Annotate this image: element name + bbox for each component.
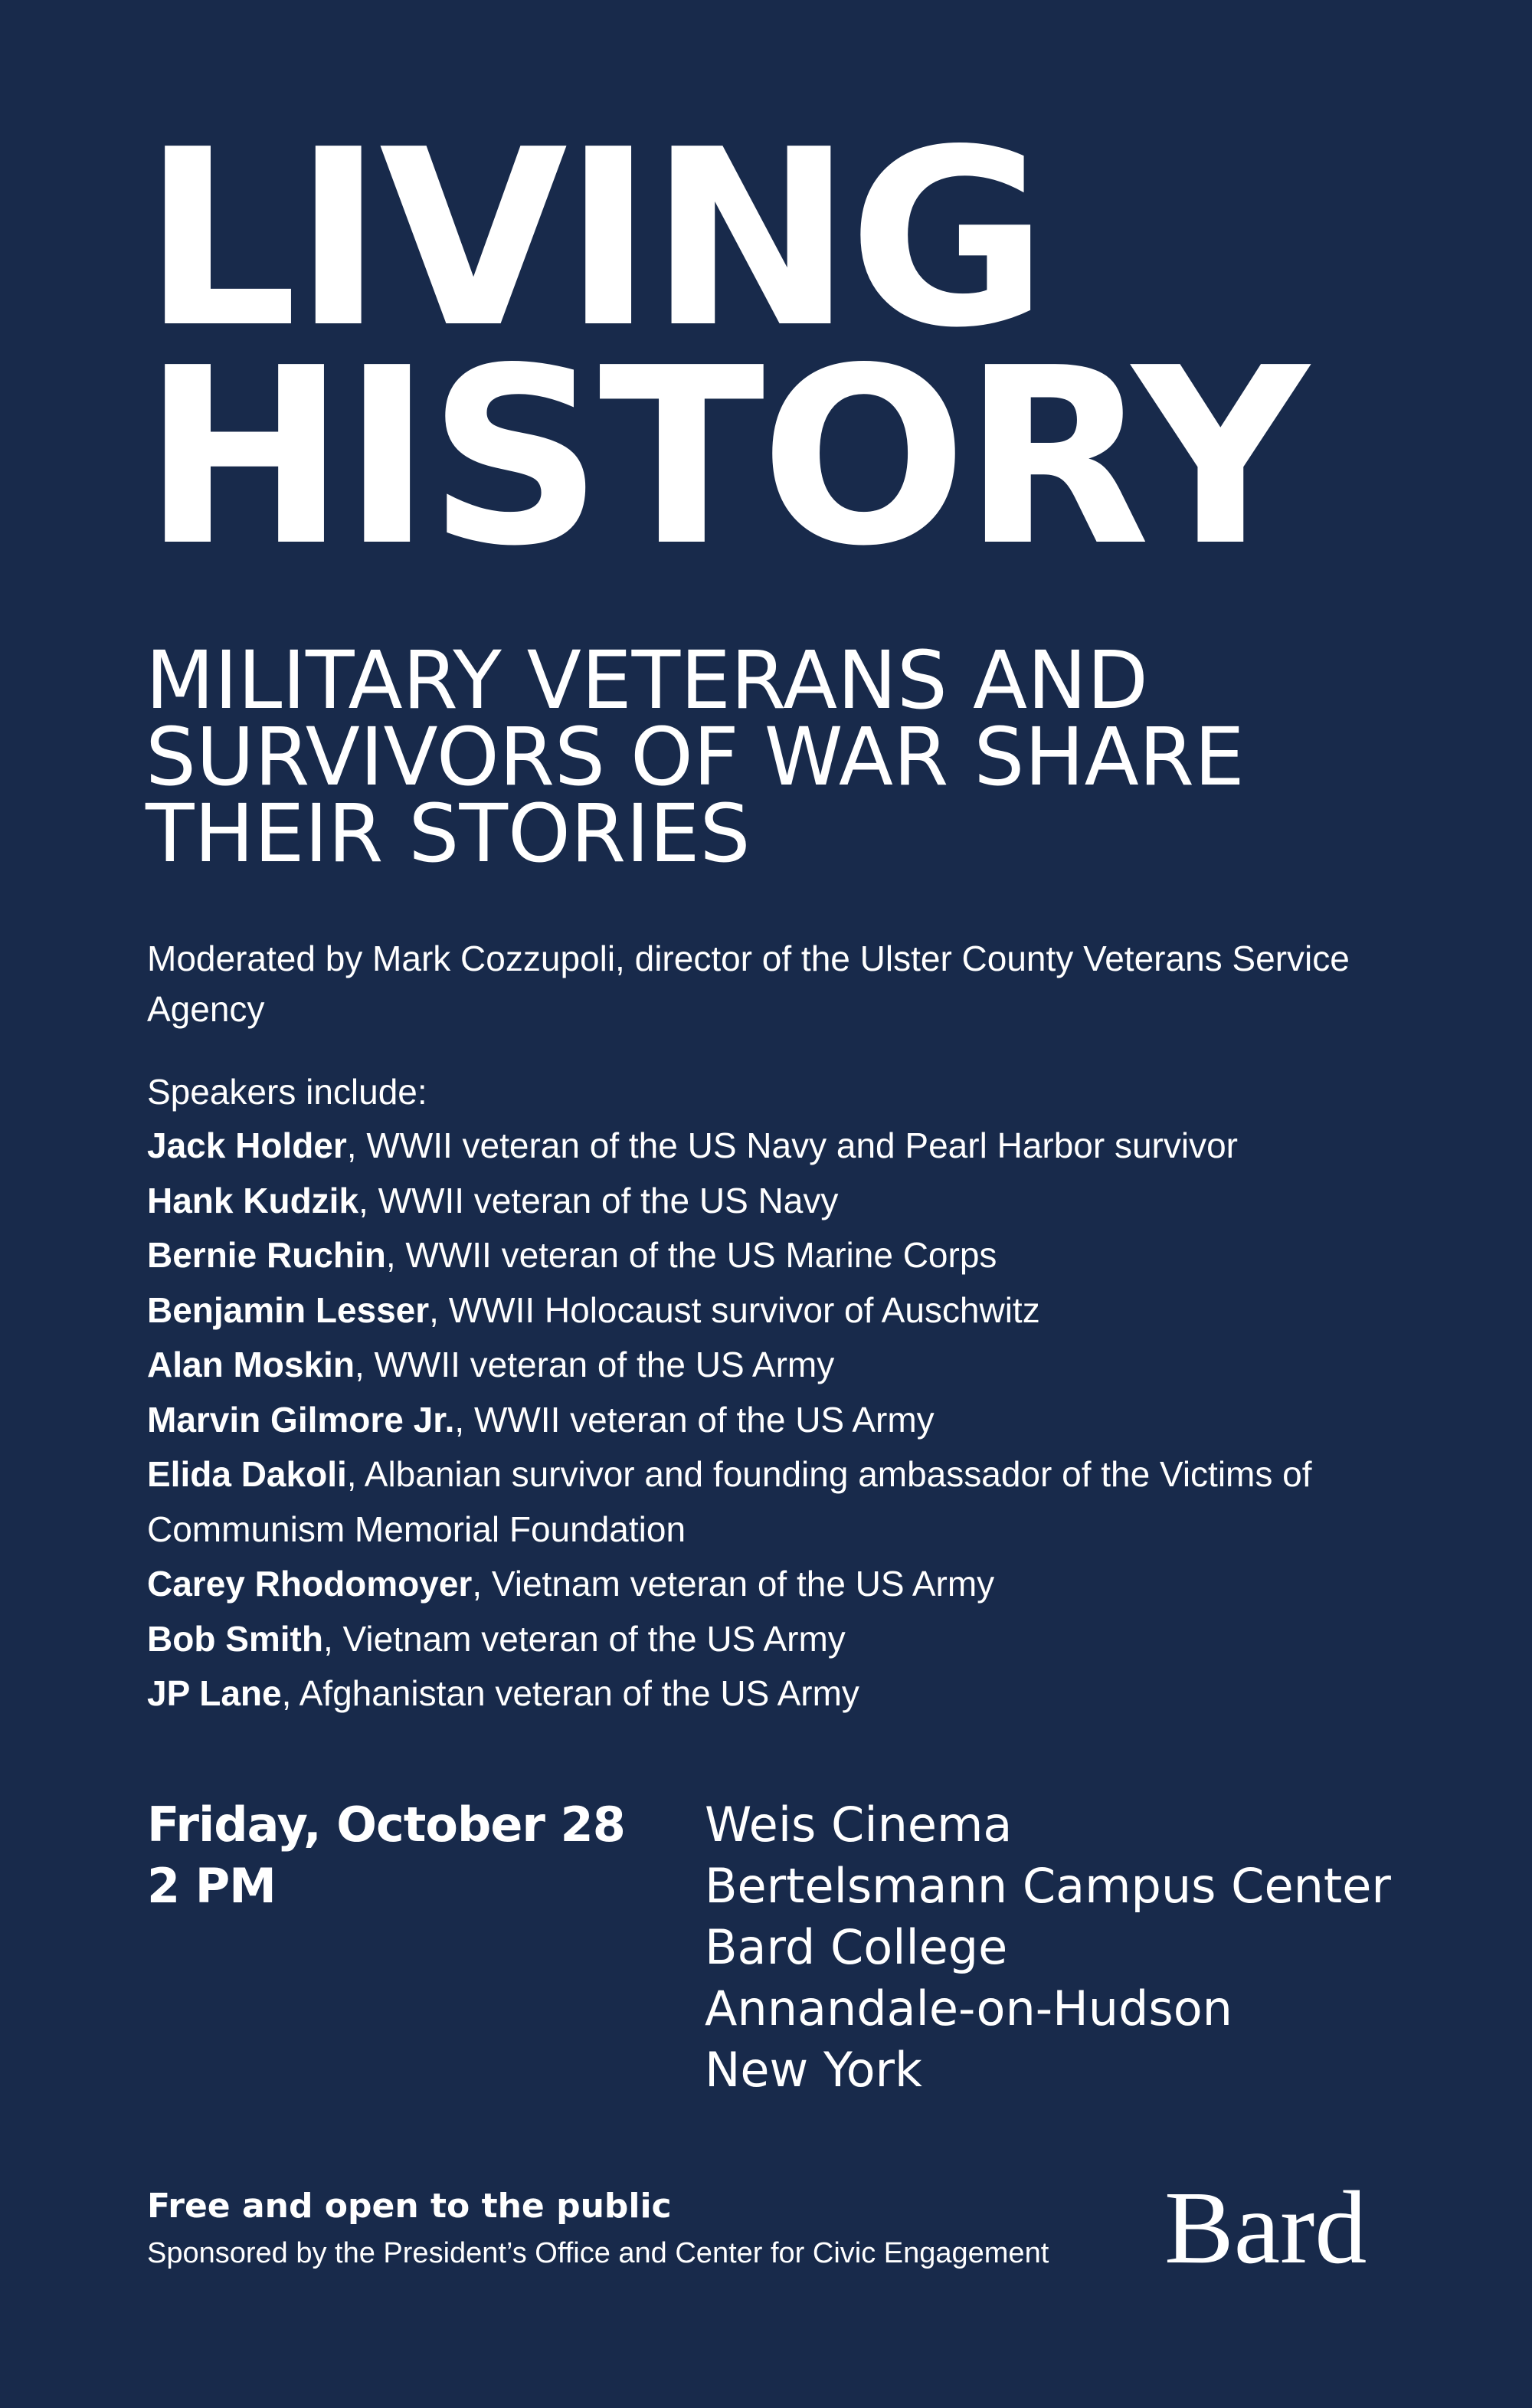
speaker-description: , WWII veteran of the US Marine Corps <box>385 1235 997 1275</box>
event-subtitle <box>146 634 1448 880</box>
speaker-item <box>147 1557 1403 1612</box>
moderator-text: Moderated by Mark Cozzupoli, director of the Ulster County Veterans Service Agency <box>147 939 1350 1029</box>
speaker-name: Elida Dakoli <box>147 1454 347 1494</box>
subtitle-line-3: THEIR STORIES <box>146 787 751 880</box>
venue-line-2: Bertelsmann Campus Center <box>705 1858 1391 1914</box>
speakers-list <box>147 1119 1403 1722</box>
speaker-name: Alan Moskin <box>147 1345 355 1384</box>
venue-line-3: Bard College <box>705 1919 1008 1975</box>
event-datetime <box>147 1794 625 1917</box>
speaker-description: , WWII veteran of the US Army <box>454 1399 935 1440</box>
speaker-item <box>147 1393 1403 1448</box>
sponsor-note: Sponsored by the President’s Office and Center for Civic Engagement <box>147 2237 1049 2269</box>
title-line-1: LIVING <box>142 97 1044 381</box>
speaker-description: , Albanian survivor and founding ambassador of the Victims of Communism Memorial Foundation <box>147 1454 1312 1549</box>
speaker-name: Bob Smith <box>147 1618 323 1659</box>
free-admission-note: Free and open to the public <box>147 2187 672 2226</box>
speaker-name: Benjamin Lesser <box>147 1289 430 1330</box>
speaker-name: Bernie Ruchin <box>147 1235 386 1275</box>
venue-line-1: Weis Cinema <box>705 1797 1013 1853</box>
speaker-name: Hank Kudzik <box>147 1180 359 1220</box>
venue-line-5: New York <box>705 2042 922 2098</box>
speakers-heading: Speakers include: <box>147 1072 427 1112</box>
speaker-item <box>147 1283 1403 1338</box>
speaker-description: , WWII veteran of the US Navy and Pearl Harbor survivor <box>346 1125 1238 1165</box>
speaker-name: Jack Holder <box>147 1125 347 1165</box>
speaker-description: , WWII veteran of the US Navy <box>358 1180 839 1220</box>
speaker-description: , Afghanistan veteran of the US Army <box>281 1673 859 1713</box>
event-time: 2 PM <box>147 1858 276 1914</box>
bard-logo: Bard <box>1164 2170 1367 2285</box>
title-line-2: HISTORY <box>142 316 1304 599</box>
speaker-description: , WWII veteran of the US Army <box>354 1345 835 1384</box>
speaker-item <box>147 1612 1403 1667</box>
speaker-item <box>147 1338 1403 1393</box>
event-venue <box>705 1794 1391 2101</box>
speaker-description: , WWII Holocaust survivor of Auschwitz <box>429 1289 1040 1330</box>
subtitle-line-2: SURVIVORS OF WAR SHARE <box>146 710 1245 804</box>
venue-line-4: Annandale-on-Hudson <box>705 1980 1232 2036</box>
speaker-description: , Vietnam veteran of the US Army <box>322 1618 846 1659</box>
speaker-item <box>147 1447 1403 1557</box>
speaker-item <box>147 1228 1403 1283</box>
speaker-item <box>147 1666 1403 1722</box>
subtitle-line-1: MILITARY VETERANS AND <box>146 634 1148 727</box>
speaker-item <box>147 1174 1403 1229</box>
speaker-item <box>147 1119 1403 1174</box>
event-date: Friday, October 28 <box>147 1797 625 1853</box>
event-title <box>142 97 1304 599</box>
speaker-name: JP Lane <box>147 1673 282 1713</box>
speaker-name: Carey Rhodomoyer <box>147 1564 473 1604</box>
speaker-description: , Vietnam veteran of the US Army <box>472 1564 995 1604</box>
speaker-name: Marvin Gilmore Jr. <box>147 1399 455 1440</box>
